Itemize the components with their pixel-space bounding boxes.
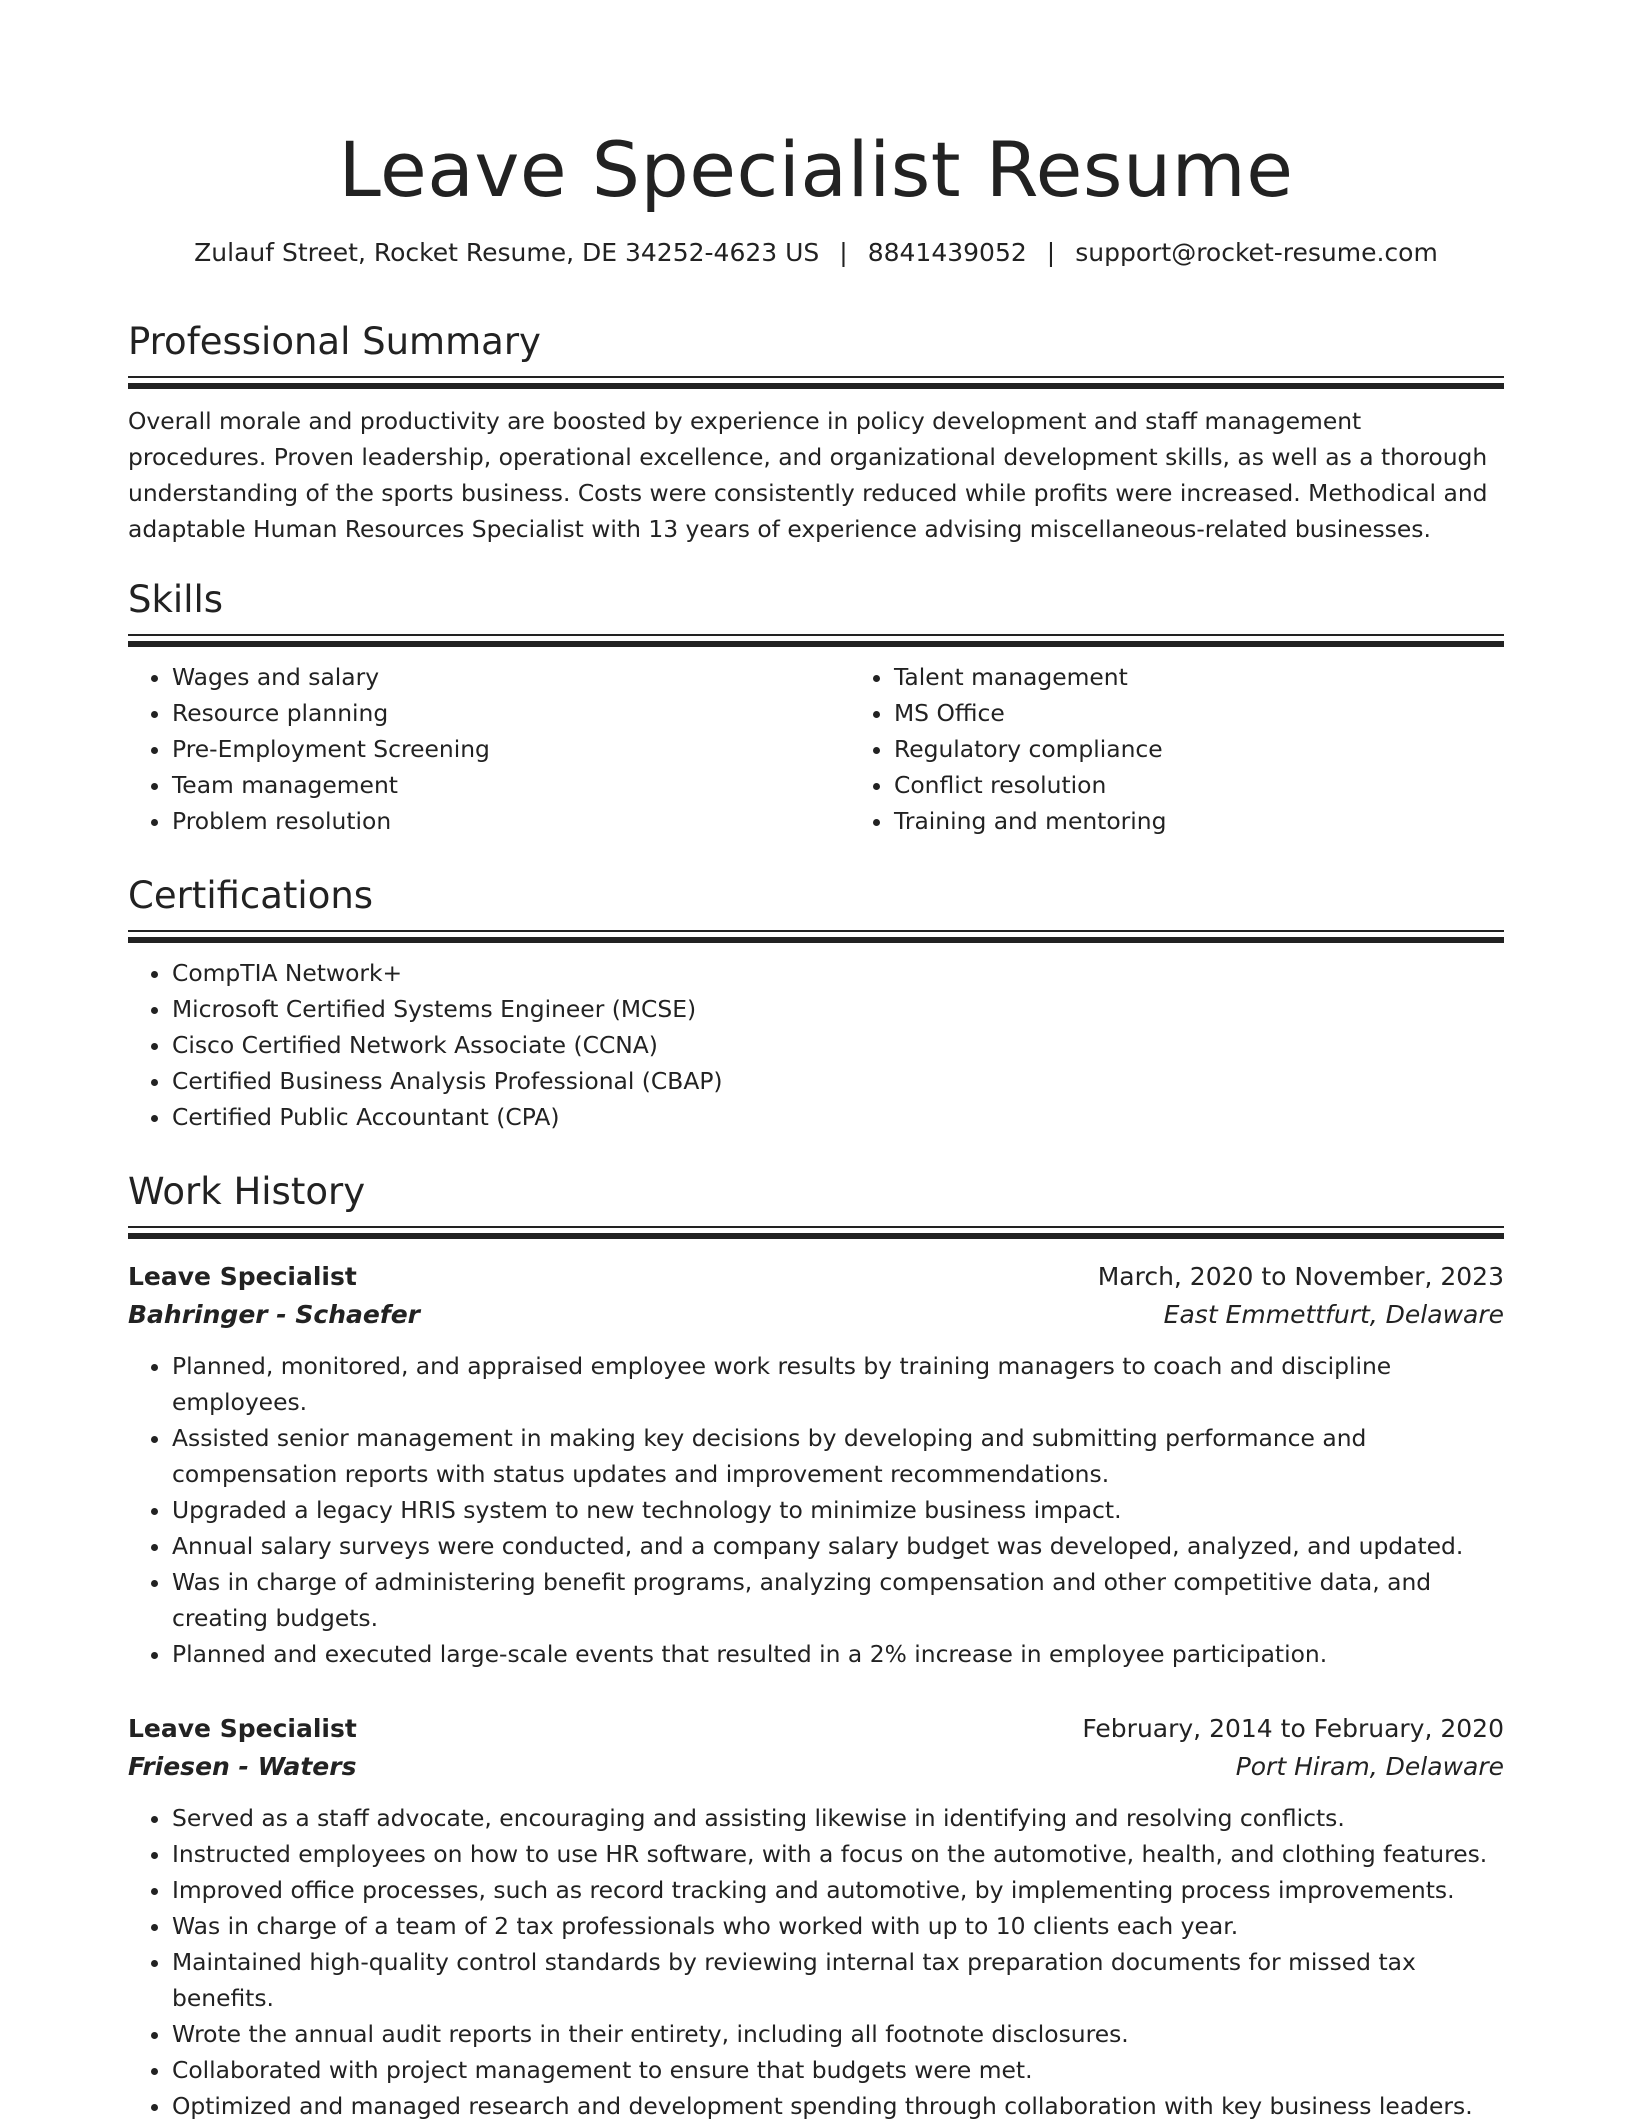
job-bullets xyxy=(128,1348,1504,1672)
job-bullet: • Upgraded a legacy HRIS system to new technology to minimize business impact. xyxy=(172,1492,1504,1528)
skill-item: • Conflict resolution xyxy=(894,767,1572,803)
job-bullet: • Assisted senior management in making key decisions by developing and submitting performance and compensation reports with status updates and improvement recommendations. xyxy=(172,1420,1504,1492)
resume-page xyxy=(128,0,1504,2120)
job-bullet: • Instructed employees on how to use HR software, with a focus on the automotive, health, and clothing features. xyxy=(172,1836,1504,1872)
certifications-heading: Certifications xyxy=(128,874,374,917)
skill-item: • Regulatory compliance xyxy=(894,731,1572,767)
job-bullet: • Planned and executed large-scale events that resulted in a 2% increase in employee participation. xyxy=(172,1636,1504,1672)
job-bullet: • Maintained high-quality control standards by reviewing internal tax preparation documents for missed tax benefits. xyxy=(172,1944,1504,2016)
skill-item: • MS Office xyxy=(894,695,1572,731)
skill-item: • Wages and salary xyxy=(172,659,850,695)
certification-item: • Cisco Certified Network Associate (CCNA) xyxy=(172,1027,1504,1063)
job-title: Leave Specialist xyxy=(128,1714,357,1743)
certification-item: • Certified Business Analysis Professional (CBAP) xyxy=(172,1063,1504,1099)
section-divider xyxy=(128,634,1504,647)
contact-address: Zulauf Street, Rocket Resume, DE 34252-4623 US xyxy=(194,238,820,267)
certification-item: • Microsoft Certified Systems Engineer (MCSE) xyxy=(172,991,1504,1027)
company-name: Bahringer - Schaefer xyxy=(128,1300,420,1329)
skills-section xyxy=(128,576,1504,839)
job-bullet: • Was in charge of a team of 2 tax professionals who worked with up to 10 clients each year. xyxy=(172,1908,1504,1944)
job-header xyxy=(128,1710,1504,1748)
skill-item: • Team management xyxy=(172,767,850,803)
skill-item: • Talent management xyxy=(894,659,1572,695)
job-entry xyxy=(128,1710,1504,2124)
job-header xyxy=(128,1258,1504,1296)
job-subheader xyxy=(128,1296,1504,1334)
job-bullet: • Planned, monitored, and appraised employee work results by training managers to coach and discipline employees. xyxy=(172,1348,1504,1420)
skills-list-right xyxy=(850,659,1572,839)
skills-grid xyxy=(128,659,1504,839)
job-bullet: • Annual salary surveys were conducted, and a company salary budget was developed, analyzed, and updated. xyxy=(172,1528,1504,1564)
contact-phone: 8841439052 xyxy=(867,238,1027,267)
skills-heading: Skills xyxy=(128,578,224,621)
certifications-section xyxy=(128,872,1504,1135)
job-subheader xyxy=(128,1748,1504,1786)
section-divider xyxy=(128,376,1504,389)
section-divider xyxy=(128,930,1504,943)
certifications-list xyxy=(128,955,1504,1135)
job-dates: March, 2020 to November, 2023 xyxy=(1097,1262,1504,1291)
summary-text: Overall morale and productivity are boosted by experience in policy development and staff management procedures. Proven leadership, operational excellence, and organizational development skills, as well as a thorough understanding of the sports business. Costs were consistently reduced while profits were increased. Methodical and adaptable Human Resources Specialist with 13 years of experience advising miscellaneous-related businesses. xyxy=(128,407,1488,543)
contact-separator: | xyxy=(839,238,848,267)
job-bullet: • Wrote the annual audit reports in their entirety, including all footnote disclosures. xyxy=(172,2016,1504,2052)
job-bullet: • Collaborated with project management to ensure that budgets were met. xyxy=(172,2052,1504,2088)
summary-heading: Professional Summary xyxy=(128,320,541,363)
skill-item: • Pre-Employment Screening xyxy=(172,731,850,767)
section-divider xyxy=(128,1226,1504,1239)
contact-line xyxy=(128,236,1504,270)
job-dates: February, 2014 to February, 2020 xyxy=(1082,1714,1504,1743)
skills-list-left xyxy=(128,659,850,839)
page-title: Leave Specialist Resume xyxy=(338,125,1294,214)
job-bullets xyxy=(128,1800,1504,2124)
skill-item: • Resource planning xyxy=(172,695,850,731)
job-bullet: • Served as a staff advocate, encouraging and assisting likewise in identifying and resolving conflicts. xyxy=(172,1800,1504,1836)
certification-item: • CompTIA Network+ xyxy=(172,955,1504,991)
job-location: East Emmettfurt, Delaware xyxy=(1163,1300,1504,1329)
job-entry xyxy=(128,1258,1504,1672)
company-name: Friesen - Waters xyxy=(128,1752,357,1781)
contact-separator: | xyxy=(1046,238,1056,267)
certification-item: • Certified Public Accountant (CPA) xyxy=(172,1099,1504,1135)
work-history-heading: Work History xyxy=(128,1170,366,1213)
job-bullet: • Improved office processes, such as record tracking and automotive, by implementing process improvements. xyxy=(172,1872,1504,1908)
job-bullet: • Optimized and managed research and development spending through collaboration with key business leaders. xyxy=(172,2088,1504,2124)
skill-item: • Training and mentoring xyxy=(894,803,1572,839)
job-bullet: • Was in charge of administering benefit programs, analyzing compensation and other competitive data, and creating budgets. xyxy=(172,1564,1504,1636)
job-location: Port Hiram, Delaware xyxy=(1235,1752,1504,1781)
work-history-section xyxy=(128,1168,1504,1239)
contact-email: support@rocket-resume.com xyxy=(1075,238,1438,267)
skill-item: • Problem resolution xyxy=(172,803,850,839)
job-title: Leave Specialist xyxy=(128,1262,357,1291)
summary-section xyxy=(128,318,1504,547)
